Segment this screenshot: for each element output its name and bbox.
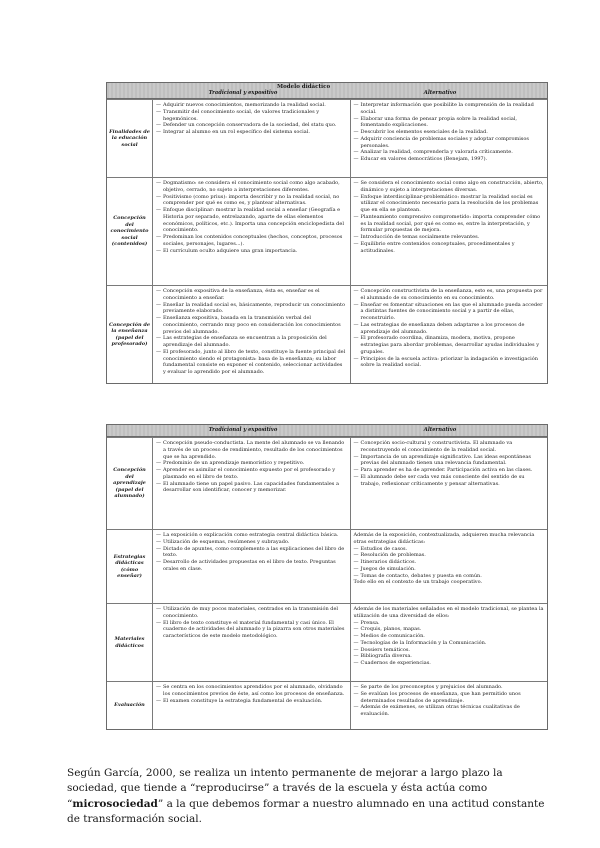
paragraph-bold-term: microsociedad bbox=[72, 797, 158, 810]
list-item: — Importancia de un aprendizaje significativo. Las ideas espontáneas previas del alumnado tienen una relevancia fundamental. bbox=[354, 454, 545, 468]
list-item: — El alumnado tiene un papel pasivo. Las capacidades fundamentales a desarrollar son identificar, conocer y memorizar. bbox=[156, 481, 347, 495]
table-row-estrategias bbox=[107, 529, 547, 603]
list-item: — Se centra en los conocimientos aprendidos por el alumnado, olvidando los conocimientos previos de éste, así como los procesos de enseñanza. bbox=[156, 684, 347, 698]
list-item: — Utilización de esquemas, resúmenes y subrayado. bbox=[156, 539, 347, 546]
list-item: — Concepción pseudo-conductista. La mente del alumnado se va llenando a través de un proceso de rendimiento, resultado de los conocimientos que se ha aprendido. bbox=[156, 440, 347, 460]
row-label: Concepción de la enseñanza (papel del profesorado) bbox=[107, 286, 153, 383]
table-1-col-traditional: Tradicional y expositivo bbox=[208, 90, 278, 96]
list-item: — El alumnado debe ser cada vez más consciente del sentido de su trabajo, reflexionar críticamente y pensar alternativas. bbox=[354, 474, 545, 488]
list-item: — Se parte de los preconceptos y prejuicios del alumnado. bbox=[354, 684, 545, 691]
list-item: — Adquirir conciencia de problemas sociales y adoptar compromisos personales. bbox=[354, 136, 545, 150]
table-1-header bbox=[107, 83, 547, 99]
list-item: — La exposición o explicación como estrategia central didáctica básica. bbox=[156, 532, 347, 539]
table-2-col-traditional: Tradicional y expositivo bbox=[208, 427, 278, 433]
row-label: Evaluación bbox=[107, 682, 153, 729]
list-item: — El profesorado coordina, dinamiza, modera, motiva, propone estrategias para abordar problemas, desarrollar ayudas individuales y grupales. bbox=[354, 335, 545, 355]
alternative-cell bbox=[351, 100, 548, 177]
list-item: — El currículum oculto adquiere una gran importancia. bbox=[156, 248, 347, 255]
list-item: — Itinerarios didácticos. bbox=[354, 559, 545, 566]
list-item: — Predominan los contenidos conceptuales (hechos, conceptos, procesos sociales, personajes, lugares...). bbox=[156, 234, 347, 248]
alternative-cell bbox=[351, 286, 548, 383]
list-item: — Enseñanza expositiva, basada en la transmisión verbal del conocimiento, cerrando muy poco en consideración los conocimientos previos del alumnado. bbox=[156, 315, 347, 335]
traditional-cell bbox=[153, 286, 351, 383]
list-item: — Se evalúan los procesos de enseñanza, que han permitido unos determinados resultados de aprendizaje. bbox=[354, 691, 545, 705]
list-item: — Enseñar es fomentar situaciones en las que el alumnado pueda acceder a distintas fuentes de conocimiento social y a partir de ellas, reconstruirlo. bbox=[354, 302, 545, 322]
list-item: — Las estrategias de enseñanza deben adaptarse a los procesos de aprendizaje del alumnado. bbox=[354, 322, 545, 336]
list-item: — Dictado de apuntes, como complemento a las explicaciones del libro de texto. bbox=[156, 546, 347, 560]
cell-outro: Todo ello en el contexto de un trabajo cooperativo. bbox=[353, 579, 483, 586]
didactic-model-table-2 bbox=[106, 424, 548, 730]
row-label: Concepción del aprendizaje (papel del alumnado) bbox=[107, 438, 153, 529]
alternative-cell bbox=[351, 604, 548, 681]
table-row-finalidades bbox=[107, 99, 547, 177]
traditional-cell bbox=[153, 530, 351, 603]
list-item: — Dogmatismo: se considera el conocimiento social como algo acabado, objetivo, cerrado, no sujeto a interpretaciones diferentes. bbox=[156, 180, 347, 194]
table-2-header bbox=[107, 425, 547, 437]
traditional-cell bbox=[153, 438, 351, 529]
list-item: — El profesorado, junto al libro de texto, constituye la fuente principal del conocimiento siendo el protagonista: basa de la enseñanza; su labor fundamental consiste en exponer el contenido, seleccionar actividades y evaluar lo aprendido por el alumnado. bbox=[156, 349, 347, 376]
list-item: — Enfoque interdisciplinar-problemático: mostrar la realidad social es utilizar el conocimiento necesario para la resolución de los problemas que en ella se plantean. bbox=[354, 194, 545, 214]
table-row-ensenanza bbox=[107, 285, 547, 383]
list-item: — Las estrategias de enseñanza se encuentran a la proposición del aprendizaje del alumnado. bbox=[156, 335, 347, 349]
table-row-aprendizaje bbox=[107, 437, 547, 529]
list-item: — Tomas de contacto, debates y puesta en común. bbox=[354, 573, 545, 580]
list-item: — Juegos de simulación. bbox=[354, 566, 545, 573]
list-item: — El libro de texto constituye el material fundamental y casi único. El cuaderno de actividades del alumnado y la pizarra son otros materiales característicos de este modelo metodológico. bbox=[156, 620, 347, 640]
list-item: — Planteamiento comprensivo comprometido: importa comprender cómo es la realidad social, por qué es como es, entre la interpretación, y formular propuestas de mejora. bbox=[354, 214, 545, 234]
row-label: Concepción del conocimiento social (contenidos) bbox=[107, 178, 153, 285]
paragraph-text-2: ” a la que debemos formar a nuestro alumnado en una actitud constante de transformación social. bbox=[67, 797, 545, 825]
list-item: — Elaborar una forma de pensar propia sobre la realidad social, fomentando explicaciones. bbox=[354, 116, 545, 130]
row-label: Estrategias didácticas (cómo enseñar) bbox=[107, 530, 153, 603]
list-item: — Prensa. bbox=[354, 620, 545, 627]
alternative-cell bbox=[351, 530, 548, 603]
table-2-col-alternative: Alternativo bbox=[423, 427, 457, 433]
list-item: — Medios de comunicación. bbox=[354, 633, 545, 640]
table-row-materiales bbox=[107, 603, 547, 681]
list-item: — Principios de la escuela activa: priorizar la indagación e investigación sobre la realidad social. bbox=[354, 356, 545, 370]
list-item: — Utilización de muy pocos materiales, centrados en la transmisión del conocimiento. bbox=[156, 606, 347, 620]
list-item: — Interpretar información que posibilite la comprensión de la realidad social. bbox=[354, 102, 545, 116]
list-item: — Además de exámenes, se utilizan otras técnicas cualitativas de evaluación. bbox=[354, 704, 545, 718]
list-item: — Analizar la realidad, comprenderla y valorarla críticamente. bbox=[354, 149, 545, 156]
list-item: — Enseñar la realidad social es, básicamente, reproducir un conocimiento previamente elaborado. bbox=[156, 302, 347, 316]
table-row-evaluacion bbox=[107, 681, 547, 729]
list-item: — Tecnologías de la Información y la Comunicación. bbox=[354, 640, 545, 647]
list-item: — Resolución de problemas. bbox=[354, 552, 545, 559]
traditional-cell bbox=[153, 604, 351, 681]
list-item: — Croquis, planos, mapas. bbox=[354, 626, 545, 633]
list-item: — Para aprender es ha de aprender. Participación activa en las clases. bbox=[354, 467, 545, 474]
didactic-model-table-1 bbox=[106, 82, 548, 384]
traditional-cell bbox=[153, 682, 351, 729]
list-item: — Enfoque disciplinar: mostrar la realidad social a enseñar (Geografía e Historia por separado, entrelazando, aparte de ellas elementos económicos, políticos, etc.). Importa una concepción enciclopedista del conocimiento. bbox=[156, 207, 347, 234]
list-item: — Concepción expositiva de la enseñanza, ésta es, enseñar es el conocimiento a enseñar. bbox=[156, 288, 347, 302]
list-item: — Transmitir del conocimiento social, de valores tradicionales y hegemónicos. bbox=[156, 109, 347, 123]
traditional-cell bbox=[153, 100, 351, 177]
cell-intro: Además de los materiales señalados en el modelo tradicional, se plantea la utilización de una diversidad de ellos: bbox=[353, 606, 544, 619]
list-item: — Positivismo (como prius): importa describir y no la realidad social, no comprender por qué es como es, y plantear alternativas. bbox=[156, 194, 347, 208]
list-item: — Estudios de casos. bbox=[354, 546, 545, 553]
alternative-cell bbox=[351, 682, 548, 729]
list-item: — Bibliografía diversa. bbox=[354, 653, 545, 660]
list-item: — Integrar al alumno en un rol específico del sistema social. bbox=[156, 129, 347, 136]
list-item: — Descubrir los elementos esenciales de la realidad. bbox=[354, 129, 545, 136]
list-item: — Defender un concepción conservadora de la sociedad, del statu quo. bbox=[156, 122, 347, 129]
list-item: — Educar en valores democráticos (Benejam, 1997). bbox=[354, 156, 545, 163]
table-1-top-header: Modelo didáctico bbox=[277, 84, 331, 90]
list-item: — Equilibrio entre contenidos conceptuales, procedimentales y actitudinales. bbox=[354, 241, 545, 255]
list-item: — Concepción constructivista de la enseñanza, esto es, una propuesta por el alumnado de su conocimiento en su conocimiento. bbox=[354, 288, 545, 302]
list-item: — Introducción de temas socialmente relevantes. bbox=[354, 234, 545, 241]
list-item: — Aprender es asimilar el conocimiento expuesto por el profesorado y plasmado en el libro de texto. bbox=[156, 467, 347, 481]
list-item: — Concepción socio-cultural y constructivista. El alumnado va reconstruyendo el conocimiento de la realidad social. bbox=[354, 440, 545, 454]
list-item: — Se considera el conocimiento social como algo en construcción, abierto, dinámico y sujeto a interpretaciones diversas. bbox=[354, 180, 545, 194]
body-paragraph bbox=[67, 766, 547, 828]
paragraph-text-1: Según García, 2000, se realiza un intento permanente de mejorar a largo plazo la sociedad, que tiende a “reproducirse” a través de la escuela y ésta actúa como “ bbox=[67, 766, 503, 810]
list-item: — Desarrollo de actividades propuestas en el libro de texto. Preguntas orales en clase. bbox=[156, 559, 347, 573]
alternative-cell bbox=[351, 438, 548, 529]
list-item: — El examen constituye la estrategia fundamental de evaluación. bbox=[156, 698, 347, 705]
list-item: — Predominio de un aprendizaje memorístico y repetitivo. bbox=[156, 460, 347, 467]
alternative-cell bbox=[351, 178, 548, 285]
traditional-cell bbox=[153, 178, 351, 285]
cell-intro: Además de la exposición, contextualizada, adquieren mucha relevancia otras estrategias didácticas: bbox=[353, 532, 535, 545]
table-1-col-alternative: Alternativo bbox=[423, 90, 457, 96]
table-row-conocimiento bbox=[107, 177, 547, 285]
row-label: Materiales didácticos bbox=[107, 604, 153, 681]
row-label: Finalidades de la educación social bbox=[107, 100, 153, 177]
list-item: — Dossiers temáticos. bbox=[354, 647, 545, 654]
list-item: — Cuadernos de experiencias. bbox=[354, 660, 545, 667]
list-item: — Adquirir nuevos conocimientos, memorizando la realidad social. bbox=[156, 102, 347, 109]
